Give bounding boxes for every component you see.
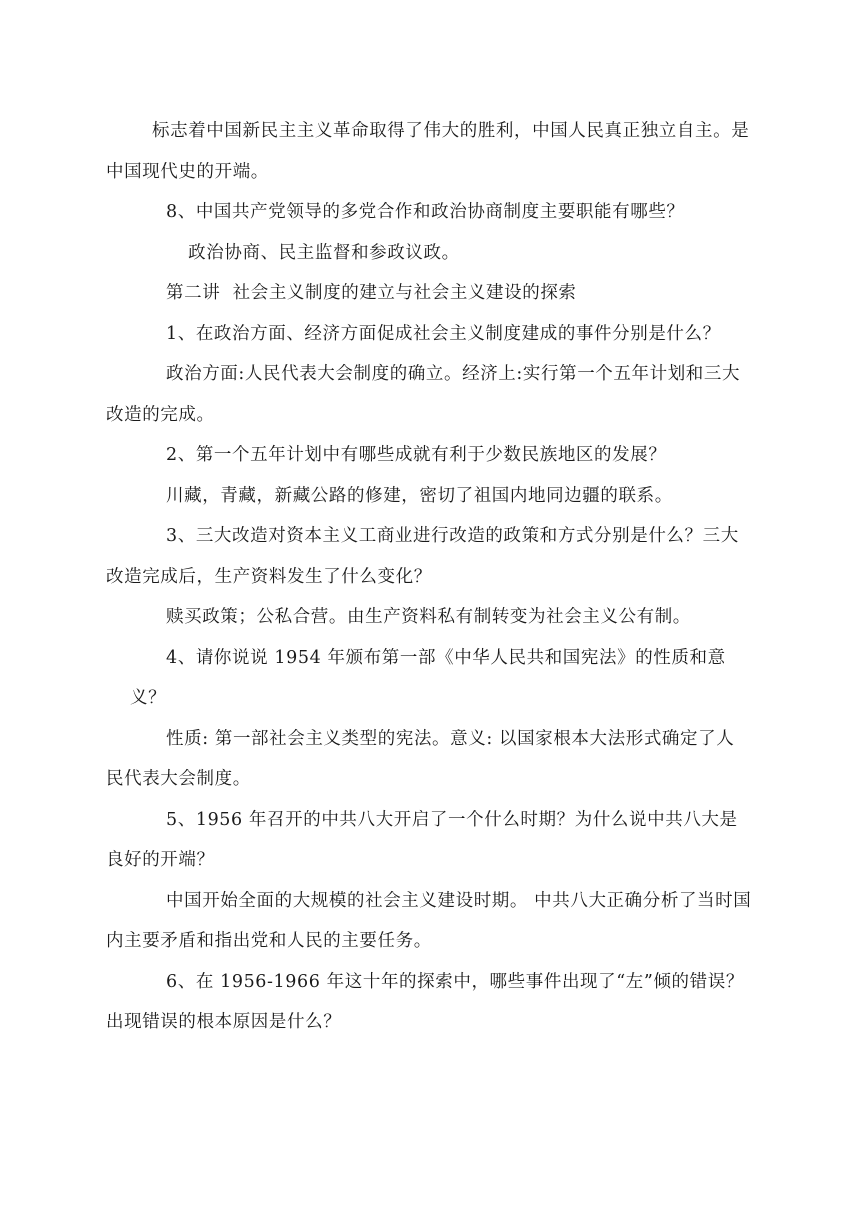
paragraph-question-1: 1、在政治方面、经济方面促成社会主义制度建成的事件分别是什么？ (166, 323, 721, 344)
paragraph-answer-continued: 标志着中国新民主主义革命取得了伟大的胜利，中国人民真正独立自主。是中国现代史的开端。 (106, 121, 750, 182)
paragraph-answer-2: 川藏，青藏，新藏公路的修建，密切了祖国内地同边疆的联系。 (166, 485, 673, 506)
paragraph-question-4: 4、请你说说 1954 年颁布第一部《中华人民共和国宪法》的性质和意义？ (130, 647, 726, 708)
paragraph-question-5: 5、1956 年召开的中共八大开启了一个什么时期？为什么说中共八大是良好的开端？ (106, 809, 738, 870)
paragraph-answer-8: 政治协商、民主监督和参政议政。 (182, 242, 460, 263)
section-heading: 第二讲 社会主义制度的建立与社会主义建设的探索 (166, 283, 577, 303)
paragraph-question-3: 3、三大改造对资本主义工商业进行改造的政策和方式分别是什么？三大改造完成后，生产资料发生了什么变化？ (106, 526, 739, 587)
paragraph-question-8: 8、中国共产党领导的多党合作和政治协商制度主要职能有哪些？ (166, 202, 685, 222)
paragraph-answer-1: 政治方面:人民代表大会制度的确立。经济上:实行第一个五年计划和三大改造的完成。 (106, 364, 741, 425)
paragraph-answer-3: 赎买政策；公私合营。由生产资料私有制转变为社会主义公有制。 (166, 607, 691, 627)
paragraph-answer-5: 中国开始全面的大规模的社会主义建设时期。 中共八大正确分析了当时国内主要矛盾和指出党和人民的主要任务。 (106, 890, 752, 951)
paragraph-question-2: 2、第一个五年计划中有哪些成就有利于少数民族地区的发展？ (166, 445, 667, 465)
paragraph-answer-4: 性质: 第一部社会主义类型的宪法。意义: 以国家根本大法形式确定了人民代表大会制度。 (106, 728, 735, 789)
paragraph-question-6: 6、在 1956-1966 年这十年的探索中，哪些事件出现了“左”倾的错误？出现错误的根本原因是什么？ (106, 971, 744, 1032)
